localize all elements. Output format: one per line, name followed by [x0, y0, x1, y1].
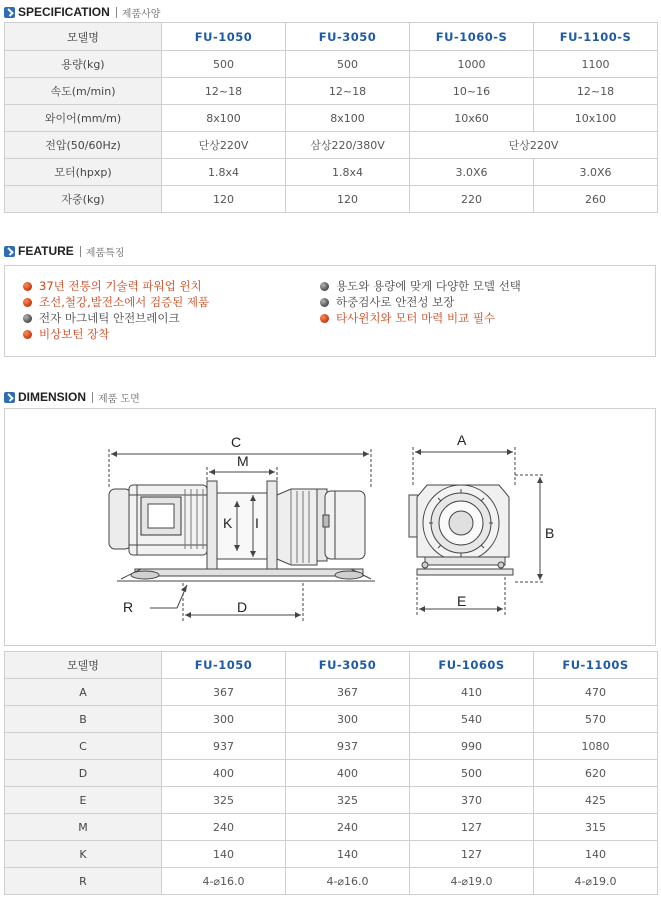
bullet-icon	[23, 282, 32, 291]
table-cell: 140	[286, 841, 410, 868]
feature-text: 37년 전통의 기술력 파워업 윈치	[39, 279, 202, 293]
bullet-icon	[320, 282, 329, 291]
feature-text: 조선,철강,발전소에서 검증된 제품	[39, 295, 210, 309]
label-c: C	[231, 434, 242, 450]
table-cell: 470	[534, 679, 658, 706]
table-cell: 400	[286, 760, 410, 787]
table-cell: 8x100	[162, 105, 286, 132]
table-cell: 4-⌀16.0	[162, 868, 286, 895]
divider	[80, 246, 81, 257]
table-cell: 367	[162, 679, 286, 706]
bullet-icon	[320, 298, 329, 307]
table-cell: 400	[162, 760, 286, 787]
divider	[116, 7, 117, 18]
label-b: B	[545, 525, 555, 541]
feature-text: 전자 마그네틱 안전브레이크	[39, 311, 180, 325]
check-icon	[4, 246, 15, 257]
section-title: DIMENSION	[18, 390, 87, 404]
specification-table	[4, 22, 658, 213]
table-header-row	[5, 652, 658, 679]
feature-item	[23, 327, 109, 341]
table-cell: 12~18	[534, 78, 658, 105]
check-icon	[4, 392, 15, 403]
table-cell: 410	[410, 679, 534, 706]
winch-side-view	[109, 449, 375, 623]
table-cell: 127	[410, 841, 534, 868]
dimension-drawing	[5, 409, 657, 647]
feature-text: 용도와 용량에 맞게 다양한 모델 선택	[336, 279, 521, 293]
table-cell: 단상220V	[162, 132, 286, 159]
table-cell: 4-⌀19.0	[410, 868, 534, 895]
row-label: R	[5, 868, 162, 895]
divider	[92, 392, 93, 403]
table-row	[5, 868, 658, 895]
feature-text: 타사윈치와 모터 마력 비교 필수	[336, 311, 496, 325]
table-row	[5, 841, 658, 868]
table-cell: 10~16	[410, 78, 534, 105]
table-cell: 4-⌀16.0	[286, 868, 410, 895]
label-r: R	[123, 599, 134, 615]
table-cell: 12~18	[286, 78, 410, 105]
row-label: B	[5, 706, 162, 733]
table-cell: 367	[286, 679, 410, 706]
table-cell: 10x100	[534, 105, 658, 132]
table-cell: 315	[534, 814, 658, 841]
row-label: 용량(kg)	[5, 51, 162, 78]
table-cell: 500	[286, 51, 410, 78]
table-row	[5, 105, 658, 132]
bullet-icon	[23, 298, 32, 307]
table-cell: 240	[162, 814, 286, 841]
check-icon	[4, 7, 15, 18]
row-label: A	[5, 679, 162, 706]
model-header: FU-1060-S	[410, 23, 534, 51]
table-cell: 570	[534, 706, 658, 733]
feature-header	[4, 243, 124, 259]
table-cell: 500	[162, 51, 286, 78]
table-cell: 1.8x4	[162, 159, 286, 186]
table-cell: 325	[162, 787, 286, 814]
table-row	[5, 679, 658, 706]
table-cell: 120	[162, 186, 286, 213]
model-header: FU-1100S	[534, 652, 658, 679]
table-row	[5, 814, 658, 841]
feature-item	[320, 295, 454, 309]
model-header: FU-3050	[286, 652, 410, 679]
winch-front-view	[409, 447, 545, 615]
row-label: M	[5, 814, 162, 841]
row-label: 모터(hpxp)	[5, 159, 162, 186]
label-a: A	[457, 432, 467, 448]
feature-text: 비상보턴 장착	[39, 327, 110, 341]
table-row	[5, 78, 658, 105]
table-row	[5, 760, 658, 787]
table-cell: 240	[286, 814, 410, 841]
table-cell: 140	[534, 841, 658, 868]
row-label: 와이어(mm/m)	[5, 105, 162, 132]
feature-item	[320, 311, 495, 325]
table-cell: 990	[410, 733, 534, 760]
feature-item	[320, 279, 521, 293]
table-cell: 10x60	[410, 105, 534, 132]
table-row	[5, 787, 658, 814]
table-row	[5, 51, 658, 78]
table-cell: 3.0X6	[534, 159, 658, 186]
table-cell: 1000	[410, 51, 534, 78]
table-cell: 8x100	[286, 105, 410, 132]
row-label: 자중(kg)	[5, 186, 162, 213]
row-label: E	[5, 787, 162, 814]
table-cell: 4-⌀19.0	[534, 868, 658, 895]
table-cell: 300	[162, 706, 286, 733]
table-cell: 300	[286, 706, 410, 733]
row-label: 속도(m/min)	[5, 78, 162, 105]
table-cell: 540	[410, 706, 534, 733]
feature-text: 하중검사로 안전성 보장	[336, 295, 455, 309]
header-label: 모델명	[5, 23, 162, 51]
table-row	[5, 159, 658, 186]
label-e: E	[457, 593, 467, 609]
table-cell: 127	[410, 814, 534, 841]
table-cell: 1080	[534, 733, 658, 760]
section-subtitle: 제품사양	[121, 8, 161, 20]
feature-item	[23, 295, 209, 309]
feature-item	[23, 279, 202, 293]
model-header: FU-3050	[286, 23, 410, 51]
label-k: K	[223, 515, 233, 531]
bullet-icon	[320, 314, 329, 323]
table-cell: 937	[162, 733, 286, 760]
model-header: FU-1060S	[410, 652, 534, 679]
bullet-icon	[23, 314, 32, 323]
section-title: SPECIFICATION	[18, 5, 110, 19]
row-label: C	[5, 733, 162, 760]
dimension-header	[4, 389, 140, 405]
table-cell: 937	[286, 733, 410, 760]
specification-header	[4, 4, 160, 20]
table-cell: 1.8x4	[286, 159, 410, 186]
section-subtitle: 제품특징	[85, 247, 125, 259]
table-cell: 삼상220/380V	[286, 132, 410, 159]
table-header-row	[5, 23, 658, 51]
table-row	[5, 186, 658, 213]
model-header: FU-1050	[162, 23, 286, 51]
label-i: I	[255, 515, 259, 531]
section-subtitle: 제품 도면	[98, 393, 140, 405]
section-title: FEATURE	[18, 244, 74, 258]
table-cell: 220	[410, 186, 534, 213]
table-cell: 3.0X6	[410, 159, 534, 186]
table-row	[5, 733, 658, 760]
table-row	[5, 706, 658, 733]
header-label: 모델명	[5, 652, 162, 679]
label-d: D	[237, 599, 248, 615]
row-label: D	[5, 760, 162, 787]
feature-item	[23, 311, 180, 325]
label-m: M	[237, 453, 249, 469]
dimension-drawing-box	[4, 408, 656, 646]
model-header: FU-1100-S	[534, 23, 658, 51]
table-cell: 단상220V	[410, 132, 658, 159]
table-cell: 325	[286, 787, 410, 814]
table-cell: 140	[162, 841, 286, 868]
table-cell: 1100	[534, 51, 658, 78]
table-row	[5, 132, 658, 159]
table-cell: 260	[534, 186, 658, 213]
row-label: K	[5, 841, 162, 868]
model-header: FU-1050	[162, 652, 286, 679]
table-cell: 425	[534, 787, 658, 814]
table-cell: 500	[410, 760, 534, 787]
bullet-icon	[23, 330, 32, 339]
dimension-table	[4, 651, 658, 895]
table-cell: 120	[286, 186, 410, 213]
row-label: 전압(50/60Hz)	[5, 132, 162, 159]
table-cell: 12~18	[162, 78, 286, 105]
table-cell: 620	[534, 760, 658, 787]
table-cell: 370	[410, 787, 534, 814]
feature-box	[4, 265, 656, 357]
